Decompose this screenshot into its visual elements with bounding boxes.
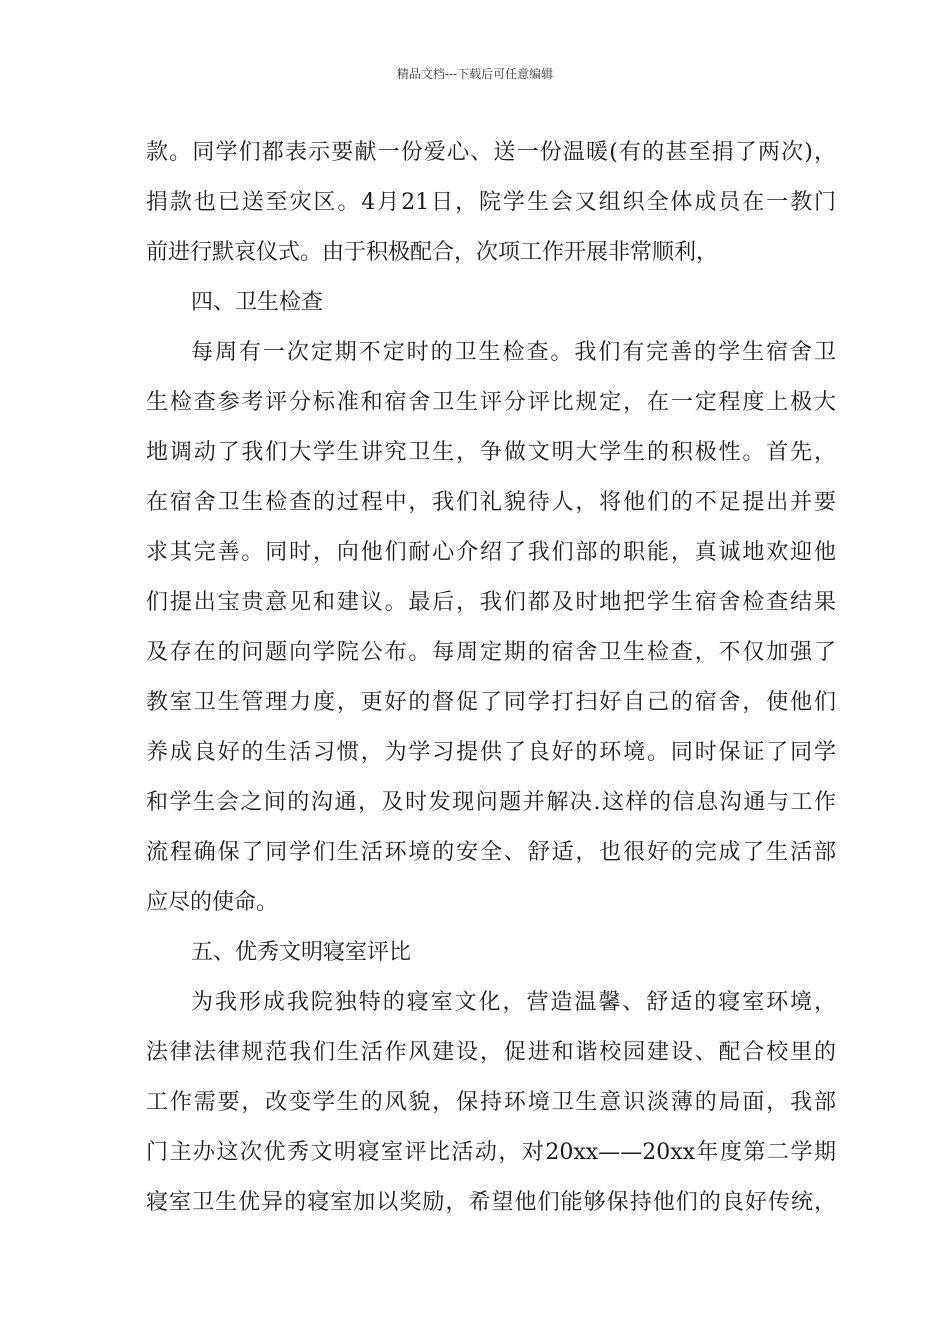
text-line: 五、优秀文明寝室评比 [191, 940, 412, 965]
text-line: 款。同学们都表示要献一份爱心、送一份温暖(有的甚至捐了两次)， [146, 140, 836, 165]
text-line: 四、卫生检查 [191, 290, 324, 315]
text-line: 们提出宝贵意见和建议。最后，我们都及时地把学生宿舍检查结果 [146, 590, 836, 615]
text-line: 为我形成我院独特的寝室文化，营造温馨、舒适的寝室环境， [191, 990, 836, 1015]
text-line: 工作需要，改变学生的风貌，保持环境卫生意识淡薄的局面，我部 [146, 1090, 836, 1115]
text-line: 教室卫生管理力度，更好的督促了同学打扫好自己的宿舍，使他们 [146, 690, 836, 715]
text-line: 寝室卫生优异的寝室加以奖励，希望他们能够保持他们的良好传统， [146, 1190, 836, 1215]
text-line: 求其完善。同时，向他们耐心介绍了我们部的职能，真诚地欢迎他 [146, 540, 836, 565]
text-line: 每周有一次定期不定时的卫生检查。我们有完善的学生宿舍卫 [191, 340, 836, 365]
text-line: 流程确保了同学们生活环境的安全、舒适，也很好的完成了生活部 [146, 840, 836, 865]
text-line: 及存在的问题向学院公布。每周定期的宿舍卫生检查，不仅加强了 [146, 640, 836, 665]
text-line: 前进行默哀仪式。由于积极配合，次项工作开展非常顺利， [146, 240, 719, 265]
text-line: 门主办这次优秀文明寝室评比活动，对20xx——20xx年度第二学期 [146, 1140, 836, 1165]
document-body [146, 128, 836, 1228]
text-line: 生检查参考评分标准和宿舍卫生评分评比规定，在一定程度上极大 [146, 390, 836, 415]
text-line: 在宿舍卫生检查的过程中，我们礼貌待人，将他们的不足提出并要 [146, 490, 836, 515]
text-line: 应尽的使命。 [146, 890, 279, 915]
text-line: 捐款也已送至灾区。4月21日，院学生会又组织全体成员在一教门 [146, 190, 836, 215]
text-line: 养成良好的生活习惯，为学习提供了良好的环境。同时保证了同学 [146, 740, 836, 765]
text-line: 地调动了我们大学生讲究卫生，争做文明大学生的积极性。首先， [146, 440, 836, 465]
text-line: 和学生会之间的沟通，及时发现问题并解决.这样的信息沟通与工作 [146, 790, 836, 815]
text-line: 法律法律规范我们生活作风建设，促进和谐校园建设、配合校里的 [146, 1040, 836, 1065]
page-header: 精品文档---下载后可任意编辑 [396, 67, 554, 81]
